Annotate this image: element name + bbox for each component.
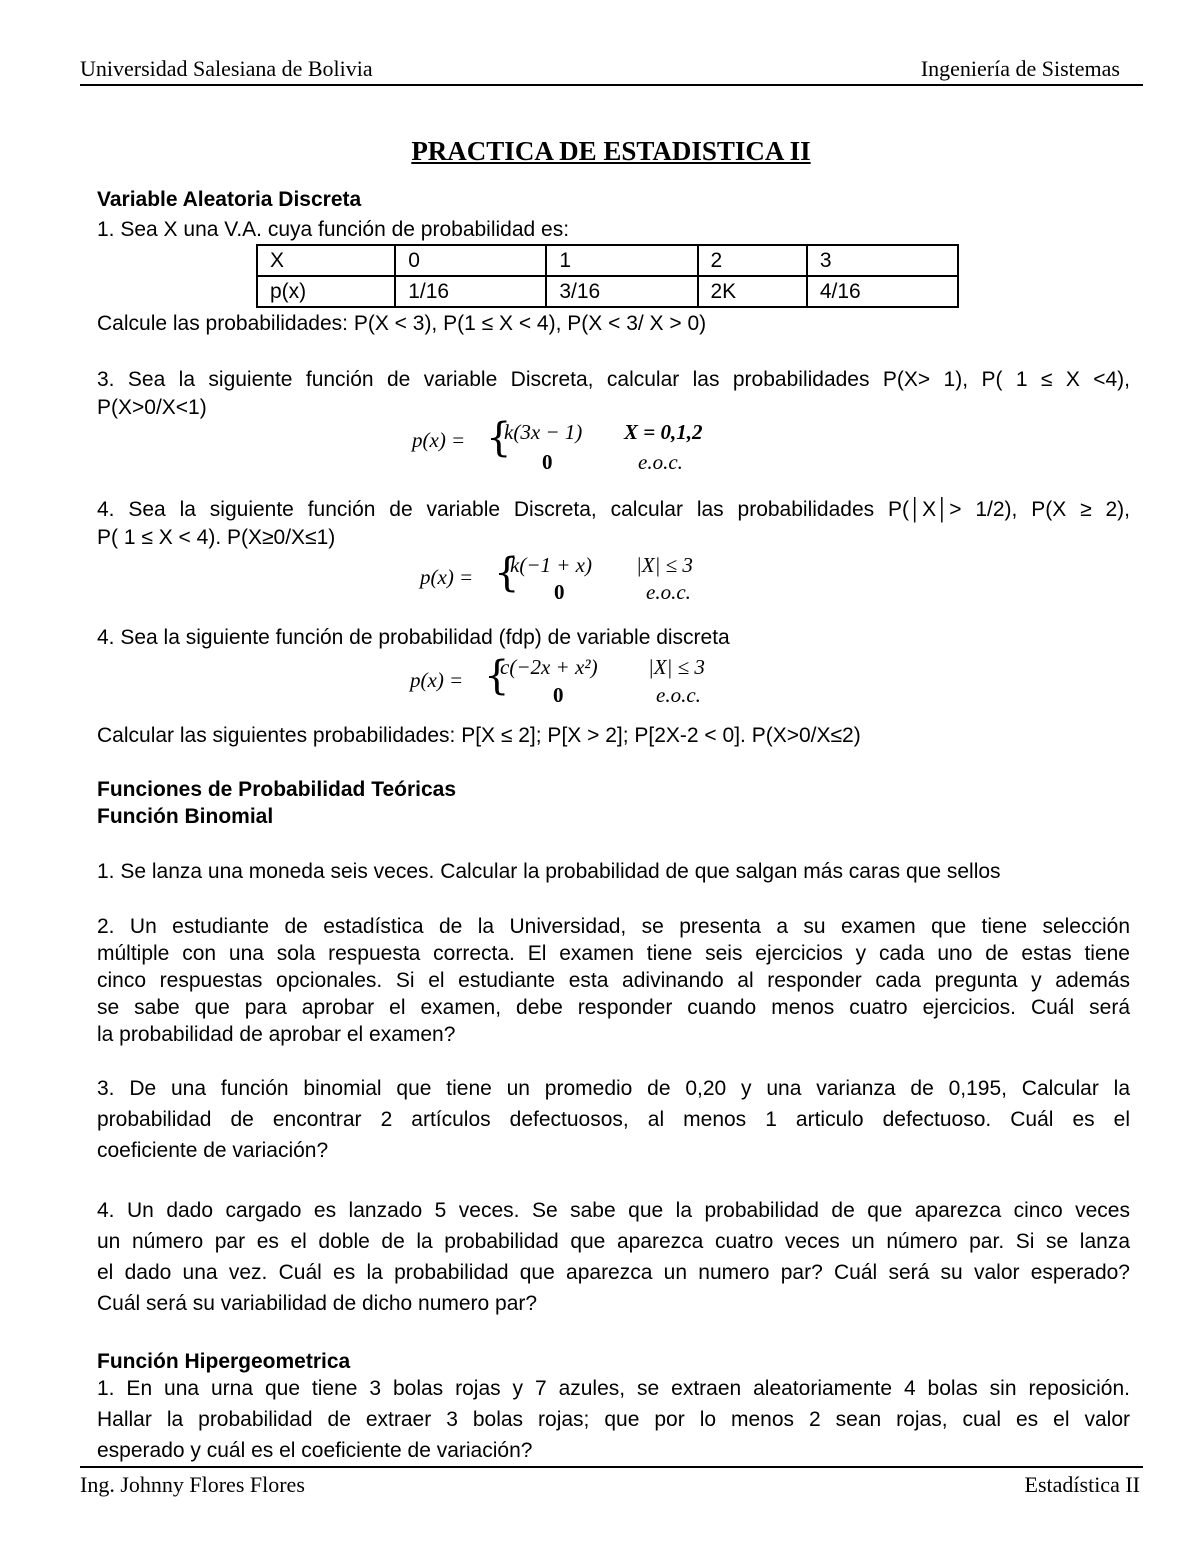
formula-5-condition: |X| ≤ 3	[648, 655, 705, 679]
binomial-exercise-2-line: múltiple con una sola respuesta correcta. El examen tiene seis ejercicios y cada uno de estas tiene	[97, 942, 1130, 965]
formula-4-lhs: p(x) =	[420, 565, 474, 589]
hypergeometric-exercise-1-line: 1. En una urna que tiene 3 bolas rojas y 7 azules, se extraen aleatoriamente 4 bolas sin reposición.	[97, 1377, 1130, 1400]
header-rule	[80, 84, 1143, 86]
binomial-exercise-4-line: Cuál será su variabilidad de dicho numero par?	[97, 1292, 538, 1315]
binomial-exercise-2-line: 2. Un estudiante de estadística de la Universidad, se presenta a su examen que tiene selección	[97, 915, 1130, 938]
table-cell: 2	[698, 245, 807, 276]
binomial-exercise-4-line: un número par es el doble de la probabilidad que aparezca cuatro veces un número par. Si se lanza	[97, 1230, 1130, 1253]
section-heading-binomial: Función Binomial	[97, 805, 274, 828]
probability-table	[256, 244, 959, 308]
binomial-exercise-3-line: 3. De una función binomial que tiene un promedio de 0,20 y una varianza de 0,195, Calcular la	[97, 1077, 1130, 1100]
formula-4-bottom: 0	[554, 580, 565, 604]
table-cell: 3/16	[546, 276, 697, 307]
header-institution: Universidad Salesiana de Bolivia	[80, 56, 373, 81]
exercise-3-line1: 3. Sea la siguiente función de variable Discreta, calcular las probabilidades P(X> 1), P( 1 ≤ X <4),	[97, 368, 1130, 391]
table-cell: 2K	[698, 276, 807, 307]
hypergeometric-exercise-1-line: esperado y cuál es el coeficiente de variación?	[97, 1439, 533, 1462]
header-program: Ingeniería de Sistemas	[920, 56, 1120, 81]
footer-author: Ing. Johnny Flores Flores	[80, 1472, 305, 1497]
binomial-exercise-3-line: probabilidad de encontrar 2 artículos defectuosos, al menos 1 articulo defectuoso. Cuál es el	[97, 1108, 1130, 1131]
binomial-exercise-3-line: coeficiente de variación?	[97, 1139, 329, 1162]
table-row	[257, 245, 958, 276]
exercise-4-line1: 4. Sea la siguiente función de variable Discreta, calcular las probabilidades P(│X│> 1/2), P(X ≥ 2),	[97, 498, 1130, 521]
table-cell: 1/16	[395, 276, 546, 307]
table-cell: 0	[395, 245, 546, 276]
section-heading-theoretical: Funciones de Probabilidad Teóricas	[97, 778, 457, 801]
table-cell: 4/16	[807, 276, 958, 307]
footer-rule	[80, 1466, 1143, 1468]
binomial-exercise-1: 1. Se lanza una moneda seis veces. Calcular la probabilidad de que salgan más caras que sellos	[97, 860, 1001, 883]
section-heading-hypergeometric: Función Hipergeometrica	[97, 1350, 351, 1373]
formula-3-lhs: p(x) =	[412, 428, 466, 452]
hypergeometric-exercise-1-line: Hallar la probabilidad de extraer 3 bolas rojas; que por lo menos 2 sean rojas, cual es el valor	[97, 1408, 1130, 1431]
formula-3-else: e.o.c.	[638, 450, 683, 474]
formula-5-top: c(−2x + x²)	[500, 655, 598, 679]
formula-3-bottom: 0	[542, 450, 553, 474]
table-cell: 1	[546, 245, 697, 276]
section-heading-discrete: Variable Aleatoria Discreta	[97, 188, 362, 211]
binomial-exercise-2-line: la probabilidad de aprobar el examen?	[97, 1023, 456, 1046]
binomial-exercise-2-line: se sabe que para aprobar el examen, debe responder cuando menos cuatro ejercicios. Cuál será	[97, 996, 1130, 1019]
formula-5-bottom: 0	[553, 683, 564, 707]
footer-course: Estadística II	[1024, 1472, 1140, 1497]
binomial-exercise-4-line: 4. Un dado cargado es lanzado 5 veces. Se sabe que la probabilidad de que aparezca cinco veces	[97, 1199, 1130, 1222]
formula-3-condition: X = 0,1,2	[624, 420, 703, 444]
binomial-exercise-4-line: el dado una vez. Cuál es la probabilidad que aparezca un numero par? Cuál será su valor esperado?	[97, 1261, 1130, 1284]
formula-3-brace: {	[486, 415, 512, 461]
table-cell: 3	[807, 245, 958, 276]
formula-4-brace: {	[494, 550, 520, 596]
formula-4-top: k(−1 + x)	[510, 553, 592, 577]
page-title: PRACTICA DE ESTADISTICA II	[411, 136, 811, 166]
formula-5-else: e.o.c.	[656, 683, 701, 707]
formula-3-top: k(3x − 1)	[504, 420, 583, 444]
exercise-5-text: 4. Sea la siguiente función de probabilidad (fdp) de variable discreta	[97, 626, 730, 649]
table-row	[257, 276, 958, 307]
exercise-1-text: 1. Sea X una V.A. cuya función de probabilidad es:	[97, 218, 570, 241]
formula-4-condition: |X| ≤ 3	[636, 553, 693, 577]
formula-4-else: e.o.c.	[646, 580, 691, 604]
exercise-1-calc: Calcule las probabilidades: P(X < 3), P(1 ≤ X < 4), P(X < 3/ X > 0)	[97, 312, 707, 335]
exercise-4-line2: P( 1 ≤ X < 4). P(X≥0/X≤1)	[97, 526, 336, 549]
exercise-3-line2: P(X>0/X<1)	[97, 396, 207, 419]
formula-5-lhs: p(x) =	[410, 668, 464, 692]
formula-5-brace: {	[484, 653, 510, 699]
table-cell: X	[257, 245, 395, 276]
table-cell: p(x)	[257, 276, 395, 307]
binomial-exercise-2-line: cinco respuestas opcionales. Si el estudiante esta adivinando al responder cada pregunta y además	[97, 969, 1130, 992]
exercise-5-calc: Calcular las siguientes probabilidades: P[X ≤ 2]; P[X > 2]; P[2X-2 < 0]. P(X>0/X≤2)	[97, 724, 861, 747]
